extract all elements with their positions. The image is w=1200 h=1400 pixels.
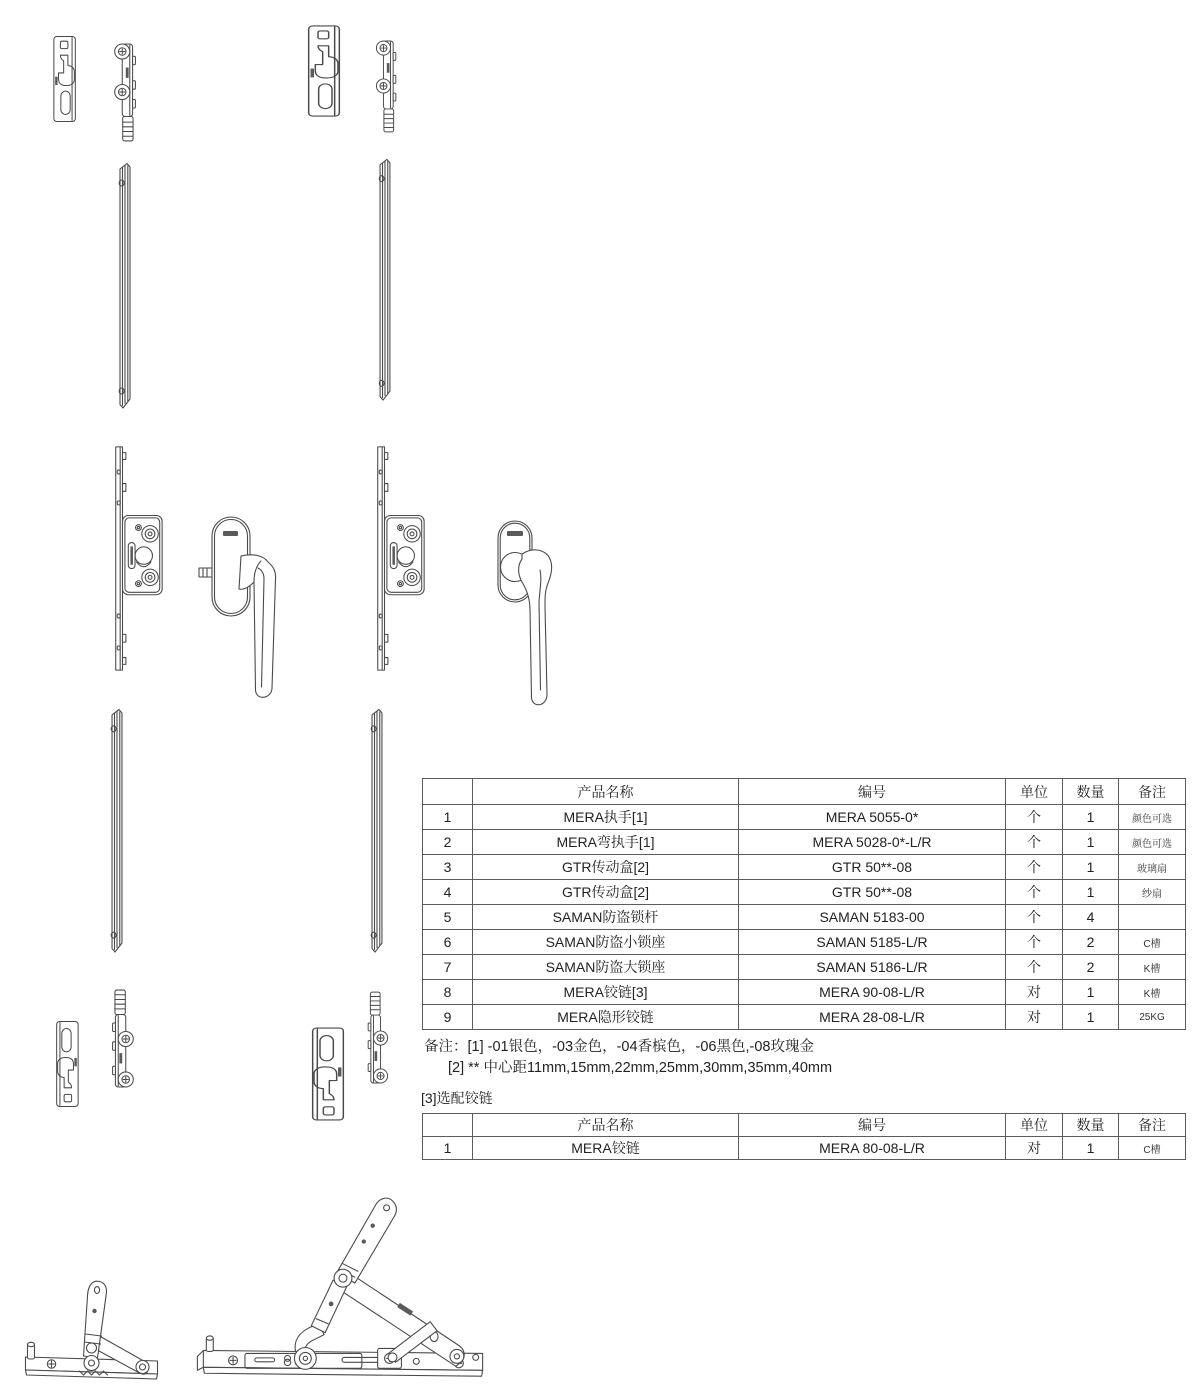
cell-code: GTR 50**-08 [739, 880, 1006, 905]
cell-index: 5 [423, 905, 473, 930]
cell-qty: 1 [1063, 880, 1119, 905]
cell-name: MERA执手[1] [473, 805, 739, 830]
table-row [423, 1005, 1186, 1030]
cell-name: MERA铰链[3] [473, 980, 739, 1005]
cell-name: GTR传动盒[2] [473, 855, 739, 880]
col-remark: 备注 [1119, 1114, 1186, 1137]
table-row [423, 930, 1186, 955]
drawing-lock-bolt-top-left [110, 37, 142, 147]
cell-index: 7 [423, 955, 473, 980]
footnote-center-distance: [2] ** 中心距11mm,15mm,22mm,25mm,30mm,35mm,40mm [448, 1060, 833, 1076]
table-row [423, 855, 1186, 880]
drawing-lock-bolt-bottom-left [106, 984, 138, 1094]
cell-unit: 个 [1006, 805, 1063, 830]
cell-code: SAMAN 5186-L/R [739, 955, 1006, 980]
table-row [423, 830, 1186, 855]
optional-table-header [423, 1114, 1186, 1137]
cell-index: 3 [423, 855, 473, 880]
drawing-lock-rod-lower-left [106, 706, 126, 956]
drawing-hinge-large [193, 1192, 491, 1398]
col-code: 编号 [739, 779, 1006, 805]
cell-index: 4 [423, 880, 473, 905]
drawing-gearbox-glass-sash [108, 442, 166, 675]
cell-code: MERA 28-08-L/R [739, 1005, 1006, 1030]
drawing-large-lock-keeper-bottom [306, 1026, 346, 1122]
cell-unit: 个 [1006, 880, 1063, 905]
cell-remark: K槽 [1119, 955, 1186, 980]
cell-qty: 1 [1063, 980, 1119, 1005]
cell-name: SAMAN防盗大锁座 [473, 955, 739, 980]
drawing-lock-bolt-top-right [372, 30, 402, 142]
drawing-handle-straight [198, 512, 280, 707]
cell-qty: 1 [1063, 830, 1119, 855]
drawing-lock-bolt-bottom-right [362, 982, 392, 1094]
col-remark: 备注 [1119, 779, 1186, 805]
optional-hinge-table [422, 1113, 1186, 1160]
table-row [423, 1137, 1186, 1160]
cell-index: 1 [423, 805, 473, 830]
cell-unit: 个 [1006, 955, 1063, 980]
cell-name: SAMAN防盗小锁座 [473, 930, 739, 955]
drawing-lock-rod-lower-right [366, 706, 386, 956]
cell-qty: 1 [1063, 855, 1119, 880]
col-qty: 数量 [1063, 779, 1119, 805]
cell-unit: 对 [1006, 980, 1063, 1005]
cell-unit: 个 [1006, 930, 1063, 955]
cell-remark: 颜色可选 [1119, 805, 1186, 830]
cell-unit: 对 [1006, 1137, 1063, 1160]
cell-code: MERA 90-08-L/R [739, 980, 1006, 1005]
drawing-lock-rod-upper-right [374, 156, 394, 404]
table-row [423, 955, 1186, 980]
cell-qty: 1 [1063, 1137, 1119, 1160]
cell-remark: C槽 [1119, 930, 1186, 955]
cell-qty: 1 [1063, 1005, 1119, 1030]
cell-unit: 个 [1006, 905, 1063, 930]
cell-index: 8 [423, 980, 473, 1005]
cell-index: 6 [423, 930, 473, 955]
cell-qty: 2 [1063, 955, 1119, 980]
cell-index: 9 [423, 1005, 473, 1030]
table-row [423, 980, 1186, 1005]
cell-code: GTR 50**-08 [739, 855, 1006, 880]
cell-qty: 4 [1063, 905, 1119, 930]
drawing-small-lock-keeper-bottom [52, 1018, 80, 1110]
cell-name: SAMAN防盗锁杆 [473, 905, 739, 930]
drawing-lock-rod-upper-left [114, 160, 134, 412]
cell-unit: 对 [1006, 1005, 1063, 1030]
col-name: 产品名称 [473, 779, 739, 805]
drawing-large-lock-keeper-top [306, 24, 346, 118]
cell-qty: 2 [1063, 930, 1119, 955]
col-unit: 单位 [1006, 1114, 1063, 1137]
table-row [423, 805, 1186, 830]
cell-remark: C槽 [1119, 1137, 1186, 1160]
cell-remark: K槽 [1119, 980, 1186, 1005]
col-unit: 单位 [1006, 779, 1063, 805]
cell-name: GTR传动盒[2] [473, 880, 739, 905]
cell-code: SAMAN 5183-00 [739, 905, 1006, 930]
cell-index: 1 [423, 1137, 473, 1160]
cell-name: MERA铰链 [473, 1137, 739, 1160]
cell-code: MERA 80-08-L/R [739, 1137, 1006, 1160]
col-code: 编号 [739, 1114, 1006, 1137]
cell-code: MERA 5055-0* [739, 805, 1006, 830]
cell-remark: 玻璃扇 [1119, 855, 1186, 880]
parts-table [422, 778, 1186, 1030]
cell-index: 2 [423, 830, 473, 855]
cell-name: MERA弯执手[1] [473, 830, 739, 855]
col-index [423, 1114, 473, 1137]
drawing-gearbox-screen-sash [370, 442, 428, 675]
cell-unit: 个 [1006, 855, 1063, 880]
optional-hinge-label: [3]选配铰链 [421, 1090, 493, 1106]
drawing-hinge-small [15, 1238, 165, 1388]
col-qty: 数量 [1063, 1114, 1119, 1137]
cell-qty: 1 [1063, 805, 1119, 830]
cell-remark: 纱扇 [1119, 880, 1186, 905]
table-row [423, 880, 1186, 905]
cell-code: MERA 5028-0*-L/R [739, 830, 1006, 855]
drawing-handle-bent [496, 518, 578, 718]
cell-remark [1119, 905, 1186, 930]
cell-code: SAMAN 5185-L/R [739, 930, 1006, 955]
col-index [423, 779, 473, 805]
table-row [423, 905, 1186, 930]
drawing-small-lock-keeper-top [52, 33, 80, 125]
cell-remark: 25KG [1119, 1005, 1186, 1030]
parts-table-header [423, 779, 1186, 805]
col-name: 产品名称 [473, 1114, 739, 1137]
cell-name: MERA隐形铰链 [473, 1005, 739, 1030]
cell-unit: 个 [1006, 830, 1063, 855]
footnote-colors: 备注：[1] -01银色，-03金色，-04香槟色，-06黑色,-08玫瑰金 [424, 1039, 814, 1055]
cell-remark: 颜色可选 [1119, 830, 1186, 855]
